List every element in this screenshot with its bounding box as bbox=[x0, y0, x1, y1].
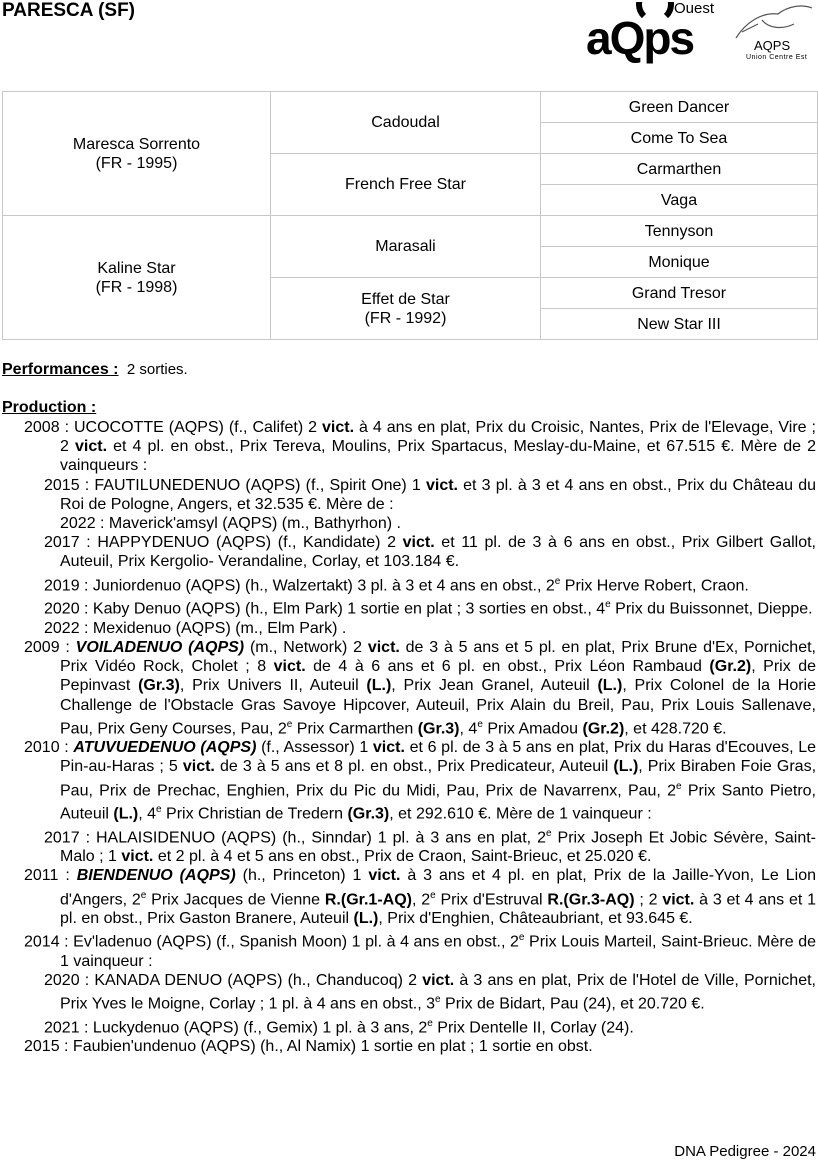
pedigree-sire-dam: French Free Star bbox=[271, 154, 541, 216]
footer: DNA Pedigree - 2024 bbox=[674, 1143, 816, 1160]
pedigree-dam-dam: Effet de Star (FR - 1992) bbox=[271, 278, 541, 340]
production-list bbox=[2, 418, 816, 1057]
production-entry: 2015 : Faubien'undenuo (AQPS) (h., Al Namix) 1 sortie en plat ; 1 sortie en obst. bbox=[24, 1038, 593, 1056]
pedigree-dd-dam: New Star III bbox=[541, 309, 818, 340]
pedigree-sd-dam: Vaga bbox=[541, 185, 818, 216]
production-entry: 2017 : HALAISIDENUO (AQPS) (h., Sinndar) 1 pl. à 3 ans en plat, 2e Prix Joseph Et Jobic Sévère, Saint-Malo ; 1 vict. et 2 pl. à 4 et 5 ans en obst., Prix de Craon, Saint-Brieuc, et 25.020 €. bbox=[44, 827, 816, 866]
production-entry: 2011 : BIENDENUO (AQPS) (h., Princeton) 1 vict. à 3 ans et 4 pl. en plat, Prix de la Jaille-Yvon, Le Lion d'Angers, 2e Prix Jacques de Vienne R.(Gr.1-AQ), 2e Prix d'Estruval R.(Gr.3-AQ) ; 2 vict. à 3 et 4 ans et 1 pl. en obst., Prix Gaston Branere, Auteuil (L.), Prix d'Enghien, Châteaubriant, et 93.645 €. bbox=[24, 867, 817, 928]
pedigree-ds-dam: Monique bbox=[541, 247, 818, 278]
aqps-uce-logo bbox=[732, 2, 816, 68]
pedigree-ss-dam: Come To Sea bbox=[541, 123, 818, 154]
production-entry: 2019 : Juniordenuo (AQPS) (h., Walzertakt) 3 pl. à 3 et 4 ans en obst., 2e Prix Herve Robert, Craon. bbox=[44, 575, 749, 594]
production-entry: 2008 : UCOCOTTE (AQPS) (f., Califet) 2 vict. à 4 ans en plat, Prix du Croisic, Nantes, Prix de l'Elevage, Vire ; 2 vict. et 4 pl. en obst., Prix Tereva, Moulins, Prix Spartacus, Meslay-du-Maine, et 67.515 €. Mère de 2 vainqueurs : bbox=[24, 419, 817, 475]
aqps-ouest-word: aQps bbox=[586, 12, 694, 64]
production-entry: 2022 : Mexidenuo (AQPS) (m., Elm Park) . bbox=[44, 619, 347, 637]
pedigree-sire: Maresca Sorrento (FR - 1995) bbox=[3, 92, 271, 216]
production-entry: 2015 : FAUTILUNEDENUO (AQPS) (f., Spirit One) 1 vict. et 3 pl. à 3 et 4 ans en obst., Prix du Château du Roi de Pologne, Angers, et 32.535 €. Mère de : bbox=[44, 476, 817, 513]
production-entry: 2014 : Ev'ladenuo (AQPS) (f., Spanish Moon) 1 pl. à 4 ans en obst., 2e Prix Louis Marteil, Saint-Brieuc. Mère de 1 vainqueur : bbox=[24, 932, 816, 970]
aqps-ouest-region: Ouest bbox=[674, 0, 715, 17]
page-title: PARESCA (SF) bbox=[2, 0, 135, 21]
production-label: Production : bbox=[2, 399, 97, 416]
jumping-horse-icon bbox=[732, 2, 816, 42]
aqps-uce-subtitle: Union Centre Est bbox=[746, 54, 808, 61]
pedigree-ss-sire: Green Dancer bbox=[541, 92, 818, 123]
production-entry: 2009 : VOILADENUO (AQPS) (m., Network) 2 vict. de 3 à 5 ans et 5 pl. en plat, Prix Brune d'Ex, Pornichet, Prix Vidéo Rock, Cholet ; 8 vict. de 4 à 6 ans et 6 pl. en obst., Prix Léon Rambaud (Gr.2), Prix de Pepinvast (Gr.3), Prix Univers II, Auteuil (L.), Prix Jean Granel, Auteuil (L.), Prix Colonel de la Horie Challenge de l'Obstacle Gras Savoye Hipcover, Auteuil, Prix Alain du Breil, Pau, Prix Louis Sallenave, Pau, Prix Geny Courses, Pau, 2e Prix Carmarthen (Gr.3), 4e Prix Amadou (Gr.2), et 428.720 €. bbox=[24, 638, 817, 738]
document-body bbox=[2, 360, 816, 1057]
aqps-ouest-logo bbox=[584, 2, 722, 68]
performances-text: 2 sorties. bbox=[126, 361, 188, 378]
pedigree-sire-sire: Cadoudal bbox=[271, 92, 541, 154]
pedigree-dam-sire: Marasali bbox=[271, 216, 541, 278]
pedigree-dam: Kaline Star (FR - 1998) bbox=[3, 216, 271, 340]
production-entry: 2020 : Kaby Denuo (AQPS) (h., Elm Park) 1 sortie en plat ; 3 sorties en obst., 4e Prix du Buissonnet, Dieppe. bbox=[44, 599, 813, 618]
pedigree-ds-sire: Tennyson bbox=[541, 216, 818, 247]
pedigree-sd-sire: Carmarthen bbox=[541, 154, 818, 185]
aqps-uce-name: AQPS bbox=[754, 38, 791, 53]
logos bbox=[584, 2, 816, 68]
pedigree-dd-sire: Grand Tresor bbox=[541, 278, 818, 309]
pedigree-table bbox=[2, 91, 818, 340]
production-entry: 2017 : HAPPYDENUO (AQPS) (f., Kandidate) 2 vict. et 11 pl. de 3 à 6 ans en obst., Prix Gilbert Gallot, Auteuil, Prix Kergolio- Verandaline, Corlay, et 103.184 €. bbox=[44, 534, 817, 571]
production-entry: 2020 : KANADA DENUO (AQPS) (h., Chanducoq) 2 vict. à 3 ans en plat, Prix de l'Hotel de Ville, Pornichet, Prix Yves le Moigne, Corlay ; 1 pl. à 4 ans en obst., 3e Prix de Bidart, Pau (24), et 20.720 €. bbox=[44, 972, 816, 1013]
production-entry: 2010 : ATUVUEDENUO (AQPS) (f., Assessor) 1 vict. et 6 pl. de 3 à 5 ans en plat, Prix du Haras d'Ecouves, Le Pin-au-Haras ; 5 vict. de 3 à 5 ans et 8 pl. en obst., Prix Predicateur, Auteuil (L.), Prix Biraben Foie Gras, Pau, Prix de Prechac, Enghien, Prix du Pic du Midi, Pau, Prix de Navarrenx, Pau, 2e Prix Santo Pietro, Auteuil (L.), 4e Prix Christian de Tredern (Gr.3), et 292.610 €. Mère de 1 vainqueur : bbox=[24, 739, 817, 823]
production-entry: 2021 : Luckydenuo (AQPS) (f., Gemix) 1 pl. à 3 ans, 2e Prix Dentelle II, Corlay (24). bbox=[44, 1017, 634, 1037]
performances-label: Performances : bbox=[2, 361, 119, 378]
performances bbox=[2, 360, 816, 382]
production-entry: 2022 : Maverick'amsyl (AQPS) (m., Bathyrhon) . bbox=[60, 515, 401, 533]
